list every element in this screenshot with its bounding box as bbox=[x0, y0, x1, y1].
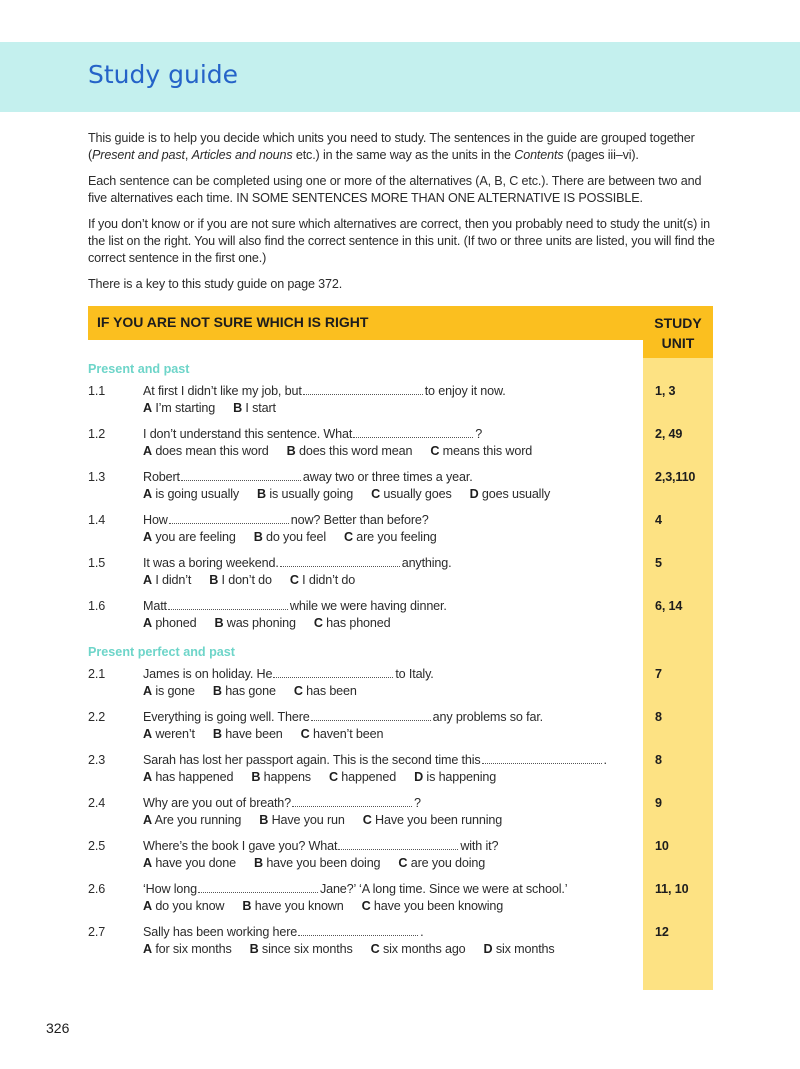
sentence-end: now? Better than before? bbox=[290, 513, 429, 527]
option-text: have you been doing bbox=[266, 856, 381, 870]
option-letter: B bbox=[251, 770, 261, 784]
option bbox=[143, 856, 236, 870]
intro-paragraph-2: Each sentence can be completed using one or more of the alternatives (A, B, C etc.). There are between two and five alternatives each time. IN SOME SENTENCES MORE THAN ONE ALTERNATIVE IS POSSIBLE. bbox=[88, 174, 702, 205]
option bbox=[143, 727, 195, 741]
answer-blank bbox=[280, 556, 400, 567]
option-letter: B bbox=[233, 401, 243, 415]
exercise-item bbox=[88, 882, 713, 922]
option-letter: A bbox=[143, 942, 152, 956]
item-options bbox=[143, 856, 503, 870]
option-letter: C bbox=[313, 616, 323, 630]
study-unit-ref: 12 bbox=[655, 925, 669, 939]
option-letter: A bbox=[143, 727, 152, 741]
option-text: is gone bbox=[155, 684, 195, 698]
study-unit-ref: 6, 14 bbox=[655, 599, 683, 613]
option-letter: B bbox=[253, 530, 263, 544]
option-letter: C bbox=[300, 727, 310, 741]
option-letter: B bbox=[212, 684, 222, 698]
study-unit-ref: 2,3,110 bbox=[655, 470, 696, 484]
option-letter: C bbox=[289, 573, 299, 587]
intro-paragraph-3: If you don’t know or if you are not sure which alternatives are correct, then you probably need to study the unit(s) in the list on the right. You will also find the correct sentence in this unit. (If two or three units are listed, you will find the correct sentence in the first one.) bbox=[88, 217, 715, 265]
study-unit-ref: 5 bbox=[655, 556, 662, 570]
exercise-item bbox=[88, 925, 713, 965]
option bbox=[143, 684, 195, 698]
sentence-start: Why are you out of breath? bbox=[143, 796, 292, 810]
option-letter: B bbox=[286, 444, 296, 458]
table-header-title: IF YOU ARE NOT SURE WHICH IS RIGHT bbox=[97, 314, 369, 330]
option-text: Have you been running bbox=[375, 813, 503, 827]
option bbox=[371, 942, 466, 956]
item-options bbox=[143, 813, 520, 827]
option-text: six months ago bbox=[382, 942, 466, 956]
item-sentence bbox=[143, 796, 421, 810]
option-text: phoned bbox=[155, 616, 197, 630]
sentence-start: Matt bbox=[143, 599, 167, 613]
option-text: happened bbox=[341, 770, 397, 784]
study-unit-ref: 9 bbox=[655, 796, 662, 810]
item-options bbox=[143, 684, 375, 698]
option-letter: B bbox=[242, 899, 252, 913]
option bbox=[143, 573, 191, 587]
answer-blank bbox=[169, 513, 289, 524]
item-number: 2.7 bbox=[88, 925, 106, 939]
item-sentence bbox=[143, 599, 447, 613]
item-options bbox=[143, 899, 521, 913]
option-letter: C bbox=[362, 813, 372, 827]
option-letter: B bbox=[212, 727, 222, 741]
sentence-start: Everything is going well. There bbox=[143, 710, 310, 724]
option bbox=[213, 684, 276, 698]
option bbox=[254, 530, 326, 544]
sentence-end: away two or three times a year. bbox=[302, 470, 473, 484]
option bbox=[143, 444, 269, 458]
item-options bbox=[143, 573, 373, 587]
item-sentence bbox=[143, 839, 498, 853]
option-text: has happened bbox=[155, 770, 234, 784]
option-text: I didn’t bbox=[155, 573, 192, 587]
option bbox=[344, 530, 437, 544]
sentence-start: How bbox=[143, 513, 168, 527]
option bbox=[143, 770, 233, 784]
exercise-item bbox=[88, 839, 713, 879]
item-options bbox=[143, 727, 401, 741]
option bbox=[214, 616, 295, 630]
sentence-start: Where’s the book I gave you? What bbox=[143, 839, 338, 853]
option-letter: B bbox=[254, 856, 263, 870]
option bbox=[430, 444, 532, 458]
sentence-start: It was a boring weekend. bbox=[143, 556, 279, 570]
option-text: haven’t been bbox=[312, 727, 384, 741]
item-number: 1.6 bbox=[88, 599, 106, 613]
page-number: 326 bbox=[46, 1020, 70, 1036]
intro-p1-em-contents: Contents bbox=[514, 148, 564, 162]
study-header-line-2: UNIT bbox=[661, 335, 695, 351]
option bbox=[414, 770, 496, 784]
sentence-start: At first I didn’t like my job, but bbox=[143, 384, 302, 398]
intro-p1-part-c: (pages iii–vi). bbox=[563, 148, 639, 162]
option-letter: C bbox=[293, 684, 303, 698]
answer-blank bbox=[482, 753, 602, 764]
option-letter: B bbox=[209, 573, 219, 587]
option-letter: B bbox=[249, 942, 259, 956]
item-options bbox=[143, 530, 455, 544]
option-letter: D bbox=[469, 487, 479, 501]
option bbox=[143, 813, 241, 827]
option-text: you are feeling bbox=[155, 530, 236, 544]
option-text: have you been knowing bbox=[373, 899, 504, 913]
option-letter: A bbox=[143, 684, 152, 698]
option-letter: A bbox=[143, 813, 152, 827]
answer-blank bbox=[181, 470, 301, 481]
item-sentence bbox=[143, 513, 429, 527]
sentence-end: while we were having dinner. bbox=[289, 599, 447, 613]
item-number: 1.1 bbox=[88, 384, 106, 398]
option-letter: B bbox=[259, 813, 269, 827]
item-sentence bbox=[143, 427, 482, 441]
study-unit-ref: 11, 10 bbox=[655, 882, 689, 896]
option bbox=[143, 616, 196, 630]
exercise-item bbox=[88, 667, 713, 707]
option-text: was phoning bbox=[226, 616, 296, 630]
title-banner bbox=[0, 42, 800, 112]
sentence-end: . bbox=[420, 925, 424, 939]
study-header-line-1: STUDY bbox=[654, 315, 702, 331]
study-unit-ref: 2, 49 bbox=[655, 427, 683, 441]
option-text: has phoned bbox=[326, 616, 391, 630]
study-unit-ref: 10 bbox=[655, 839, 669, 853]
option bbox=[329, 770, 396, 784]
exercise-item bbox=[88, 710, 713, 750]
answer-blank bbox=[198, 882, 318, 893]
page-title: Study guide bbox=[88, 60, 239, 89]
option-letter: C bbox=[398, 856, 408, 870]
answer-blank bbox=[292, 796, 412, 807]
exercise-item bbox=[88, 599, 713, 639]
option-text: I start bbox=[245, 401, 276, 415]
answer-blank bbox=[303, 384, 423, 395]
answer-blank bbox=[168, 599, 288, 610]
item-number: 2.5 bbox=[88, 839, 106, 853]
option-text: usually goes bbox=[383, 487, 452, 501]
option-text: for six months bbox=[155, 942, 232, 956]
item-number: 2.1 bbox=[88, 667, 106, 681]
intro-p1-em-articles: Articles and nouns bbox=[191, 148, 293, 162]
intro-p1-em-present-past: Present and past bbox=[92, 148, 185, 162]
option-letter: C bbox=[370, 942, 380, 956]
intro-p1-part-a: This guide is to help you decide which units you need to study. The sentences in the guide are grouped together ( bbox=[88, 131, 695, 162]
option-letter: B bbox=[257, 487, 266, 501]
exercise-item bbox=[88, 753, 713, 793]
option-letter: A bbox=[143, 530, 152, 544]
exercise-item bbox=[88, 470, 713, 510]
option bbox=[143, 899, 224, 913]
sentence-end: ? bbox=[475, 427, 483, 441]
item-options bbox=[143, 616, 408, 630]
option-text: I don’t do bbox=[221, 573, 272, 587]
study-unit-ref: 8 bbox=[655, 753, 662, 767]
option-letter: A bbox=[143, 401, 152, 415]
option-letter: A bbox=[143, 856, 152, 870]
option bbox=[213, 727, 283, 741]
section-title: Present and past bbox=[88, 362, 190, 376]
option-text: do you feel bbox=[266, 530, 326, 544]
option-text: goes usually bbox=[481, 487, 551, 501]
item-sentence bbox=[143, 384, 506, 398]
item-sentence bbox=[143, 470, 473, 484]
option bbox=[287, 444, 413, 458]
option bbox=[233, 401, 276, 415]
answer-blank bbox=[298, 925, 418, 936]
option bbox=[290, 573, 355, 587]
option bbox=[371, 487, 452, 501]
option bbox=[209, 573, 272, 587]
intro-paragraph-4: There is a key to this study guide on page 372. bbox=[88, 277, 343, 291]
sentence-start: ‘How long bbox=[143, 882, 197, 896]
option bbox=[363, 813, 502, 827]
item-sentence bbox=[143, 753, 607, 767]
answer-blank bbox=[273, 667, 393, 678]
exercise-item bbox=[88, 796, 713, 836]
option bbox=[242, 899, 343, 913]
sentence-start: Sarah has lost her passport again. This is the second time this bbox=[143, 753, 481, 767]
option bbox=[143, 530, 236, 544]
item-number: 2.6 bbox=[88, 882, 106, 896]
option-letter: A bbox=[143, 444, 152, 458]
option-text: means this word bbox=[442, 444, 533, 458]
option bbox=[362, 899, 504, 913]
option-text: is going usually bbox=[155, 487, 240, 501]
answer-blank bbox=[353, 427, 473, 438]
sentence-end: anything. bbox=[401, 556, 452, 570]
sentence-start: Robert bbox=[143, 470, 180, 484]
item-number: 1.3 bbox=[88, 470, 106, 484]
option-letter: C bbox=[371, 487, 381, 501]
option-text: does this word mean bbox=[298, 444, 413, 458]
item-options bbox=[143, 942, 573, 956]
item-options bbox=[143, 444, 550, 458]
option bbox=[301, 727, 384, 741]
option bbox=[257, 487, 353, 501]
sentence-end: . bbox=[603, 753, 607, 767]
item-options bbox=[143, 487, 568, 501]
item-number: 1.4 bbox=[88, 513, 106, 527]
option-text: has gone bbox=[225, 684, 276, 698]
exercise-item bbox=[88, 384, 713, 424]
sentence-start: I don’t understand this sentence. What bbox=[143, 427, 353, 441]
option bbox=[470, 487, 551, 501]
item-sentence bbox=[143, 556, 451, 570]
item-sentence bbox=[143, 925, 424, 939]
item-sentence bbox=[143, 710, 543, 724]
option-text: do you know bbox=[155, 899, 225, 913]
item-number: 1.5 bbox=[88, 556, 106, 570]
exercise-item bbox=[88, 556, 713, 596]
item-number: 2.3 bbox=[88, 753, 106, 767]
section-title: Present perfect and past bbox=[88, 645, 235, 659]
intro-text bbox=[88, 130, 718, 302]
option-text: is usually going bbox=[269, 487, 354, 501]
option bbox=[143, 401, 215, 415]
option bbox=[251, 770, 311, 784]
option-text: are you feeling bbox=[356, 530, 437, 544]
option-text: are you doing bbox=[410, 856, 486, 870]
option-text: Have you run bbox=[271, 813, 345, 827]
option-text: weren’t bbox=[155, 727, 195, 741]
exercise-item bbox=[88, 513, 713, 553]
table-header-bar bbox=[88, 306, 713, 340]
study-unit-ref: 1, 3 bbox=[655, 384, 676, 398]
option-text: I didn’t do bbox=[302, 573, 356, 587]
option-text: I’m starting bbox=[155, 401, 216, 415]
option bbox=[254, 856, 380, 870]
item-number: 2.4 bbox=[88, 796, 106, 810]
study-unit-ref: 7 bbox=[655, 667, 662, 681]
option-letter: D bbox=[483, 942, 493, 956]
option-letter: A bbox=[143, 487, 152, 501]
item-number: 1.2 bbox=[88, 427, 106, 441]
option-letter: A bbox=[143, 899, 152, 913]
item-sentence bbox=[143, 882, 567, 896]
option-text: happens bbox=[263, 770, 311, 784]
item-number: 2.2 bbox=[88, 710, 106, 724]
option bbox=[143, 942, 232, 956]
option bbox=[484, 942, 555, 956]
item-sentence bbox=[143, 667, 434, 681]
option-letter: C bbox=[328, 770, 338, 784]
answer-blank bbox=[311, 710, 431, 721]
study-unit-header bbox=[643, 306, 713, 358]
option-letter: B bbox=[214, 616, 224, 630]
sentence-end: Jane?’ ‘A long time. Since we were at school.’ bbox=[319, 882, 568, 896]
intro-p1-sep: , bbox=[184, 148, 192, 162]
study-unit-ref: 8 bbox=[655, 710, 662, 724]
option bbox=[294, 684, 357, 698]
sentence-end: to Italy. bbox=[395, 667, 434, 681]
option bbox=[250, 942, 353, 956]
sentence-end: any problems so far. bbox=[432, 710, 544, 724]
intro-paragraph-1 bbox=[88, 130, 718, 164]
sentence-end: with it? bbox=[460, 839, 499, 853]
option-letter: A bbox=[143, 616, 152, 630]
exercise-item bbox=[88, 427, 713, 467]
intro-p1-part-b: etc.) in the same way as the units in the bbox=[292, 148, 515, 162]
study-unit-ref: 4 bbox=[655, 513, 662, 527]
option bbox=[143, 487, 239, 501]
option bbox=[259, 813, 344, 827]
option-letter: A bbox=[143, 573, 152, 587]
sentence-start: James is on holiday. He bbox=[143, 667, 273, 681]
option-letter: C bbox=[430, 444, 440, 458]
option bbox=[314, 616, 391, 630]
item-options bbox=[143, 770, 514, 784]
option-text: have you done bbox=[155, 856, 236, 870]
option-letter: C bbox=[361, 899, 371, 913]
option-text: since six months bbox=[261, 942, 353, 956]
option-text: Are you running bbox=[154, 813, 242, 827]
option-letter: A bbox=[143, 770, 152, 784]
sentence-end: to enjoy it now. bbox=[424, 384, 506, 398]
sentence-start: Sally has been working here bbox=[143, 925, 298, 939]
option-text: have you known bbox=[254, 899, 344, 913]
option-text: six months bbox=[495, 942, 555, 956]
option-text: does mean this word bbox=[155, 444, 269, 458]
option-text: have been bbox=[225, 727, 283, 741]
option-letter: D bbox=[414, 770, 424, 784]
option-text: is happening bbox=[426, 770, 497, 784]
option bbox=[398, 856, 485, 870]
option-text: has been bbox=[306, 684, 357, 698]
option-letter: C bbox=[343, 530, 353, 544]
item-options bbox=[143, 401, 294, 415]
answer-blank bbox=[338, 839, 458, 850]
sentence-end: ? bbox=[414, 796, 421, 810]
